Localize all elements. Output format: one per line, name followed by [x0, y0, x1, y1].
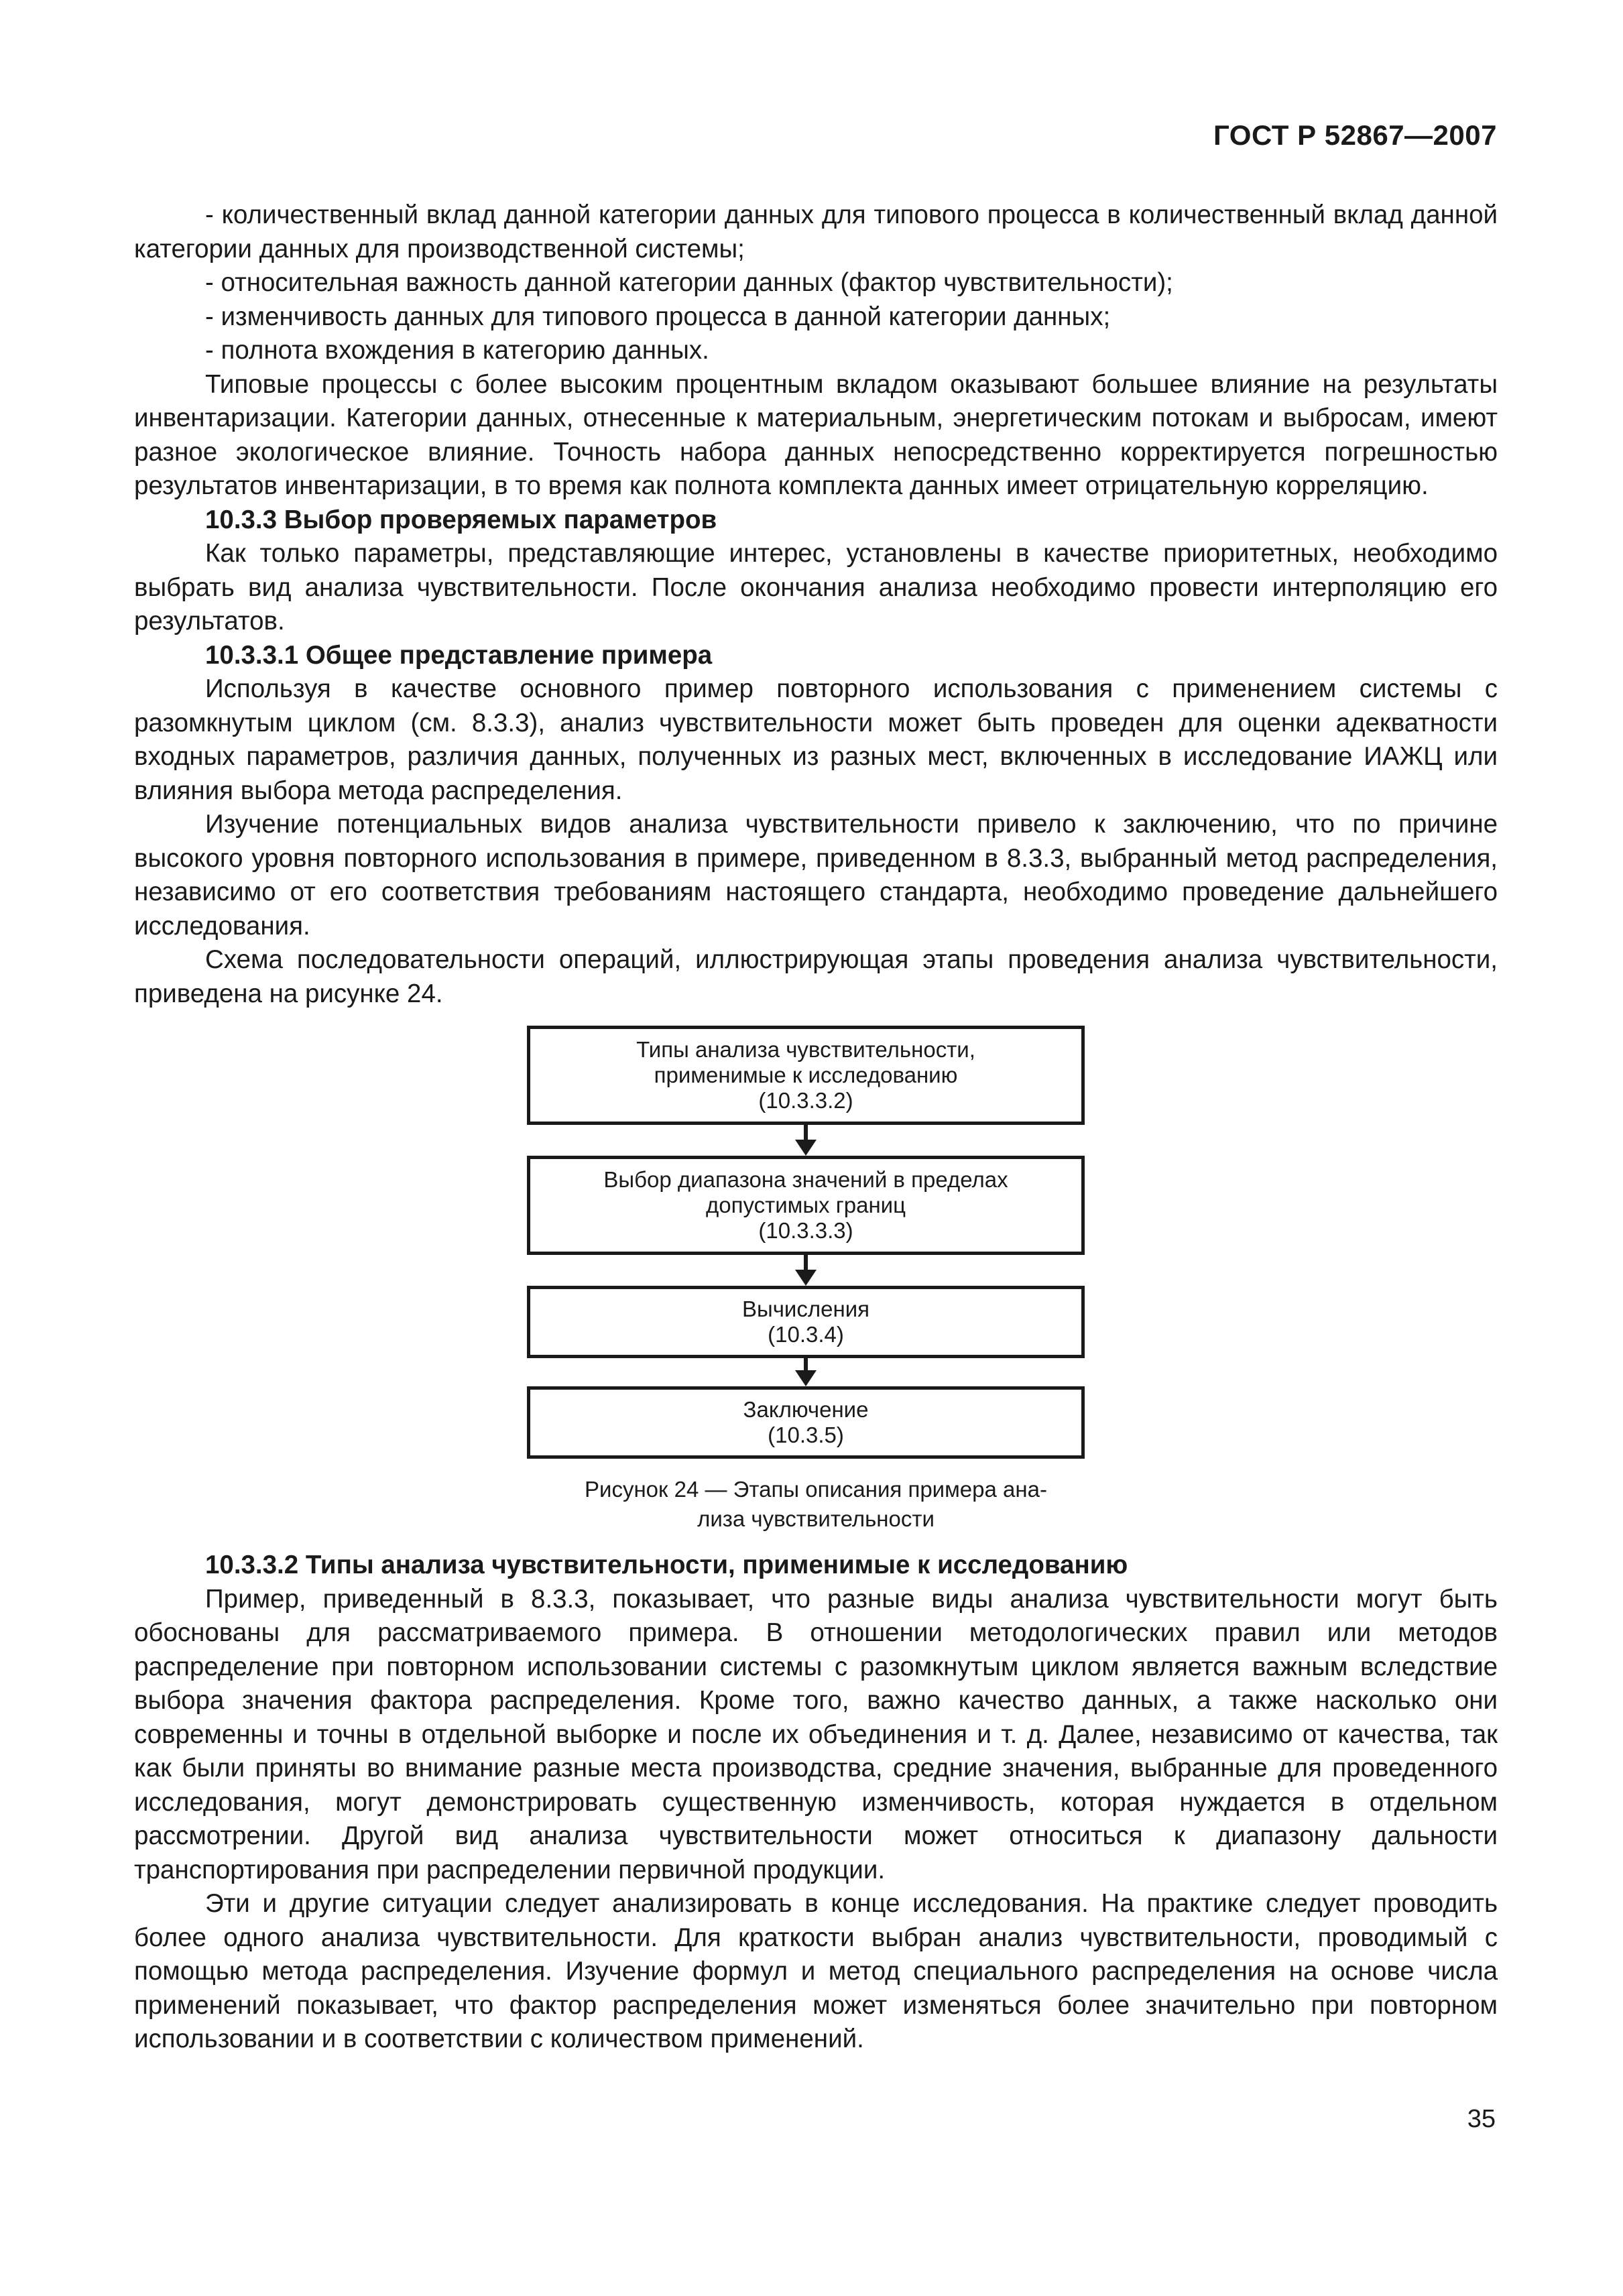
- flow-box-conclusion: [527, 1386, 1085, 1459]
- arrow-down-icon: [795, 1370, 817, 1386]
- flow-box-line: Заключение: [743, 1397, 869, 1422]
- paragraph-10-3-3-2-a: Пример, приведенный в 8.3.3, показывает, что разные виды анализа чувствительности могут быть обоснованы для рассматриваемого примера. В отношении методологических правил или методов распределение при повторном использовании системы с разомкнутым циклом является важным вследствие выбора значения фактора распределения. Кроме того, важно качество данных, а также насколько они современны и точны в отдельной выборке и после их объединения и т. д. Далее, независимо от качества, так как были приняты во внимание разные места производства, средние значения, выбранные для проведенного исследования, могут демонстрировать существенную изменчивость, которая нуждается в отдельном рассмотрении. Другой вид анализа чувствительности может относиться к диапазону дальности транспортирования при распределении первичной продукции.: [134, 1584, 1498, 1884]
- standard-header: ГОСТ Р 52867—2007: [1213, 119, 1497, 151]
- flow-box-line: (10.3.3.2): [758, 1088, 853, 1113]
- paragraph-10-3-3-1-b: Изучение потенциальных видов анализа чувствительности привело к заключению, что по причине высокого уровня повторного использования в примере, приведенном в 8.3.3, выбранный метод распределения, независимо от его соответствия требованиям настоящего стандарта, необходимо проведение дальнейшего исследования.: [134, 810, 1498, 941]
- figure-caption: [134, 1475, 1498, 1534]
- section-heading-10-3-3-2: 10.3.3.2 Типы анализа чувствительности, применимые к исследованию: [205, 1551, 1128, 1579]
- flow-box-calculations: [527, 1286, 1085, 1358]
- arrow-down-icon: [795, 1140, 817, 1156]
- flow-box-line: (10.3.3.3): [758, 1218, 853, 1243]
- flow-box-types: [527, 1026, 1085, 1125]
- paragraph-10-3-3: Как только параметры, представляющие интерес, установлены в качестве приоритетных, необходимо выбрать вид анализа чувствительности. После окончания анализа необходимо провести интерполяцию его результатов.: [134, 539, 1498, 636]
- paragraph-10-3-3-1-a: Используя в качестве основного пример повторного использования с применением системы с разомкнутым циклом (см. 8.3.3), анализ чувствительности может быть проведен для оценки адекватности входных параметров, различия данных, полученных из разных мест, включенных в исследование ИАЖЦ или влияния выбора метода распределения.: [134, 674, 1498, 805]
- paragraph-10-3-3-2-b: Эти и другие ситуации следует анализировать в конце исследования. На практике следует проводить более одного анализа чувствительности. Для краткости выбран анализ чувствительности, проводимый с помощью метода распределения. Изучение формул и метод специального распределения на основе числа применений показывает, что фактор распределения может изменяться более значительно при повторном использовании и в соответствии с количеством применений.: [134, 1889, 1498, 2053]
- flow-box-line: (10.3.4): [768, 1322, 844, 1347]
- flowchart: [134, 1026, 1498, 1549]
- flow-box-line: применимые к исследованию: [654, 1063, 958, 1087]
- bullet-item: - полнота вхождения в категорию данных.: [205, 336, 709, 365]
- flow-box-range: [527, 1156, 1085, 1255]
- figure-caption-line: Рисунок 24 — Этапы описания примера ана-: [585, 1477, 1047, 1502]
- section-heading-10-3-3: 10.3.3 Выбор проверяемых параметров: [205, 505, 717, 534]
- section-heading-10-3-3-1: 10.3.3.1 Общее представление примера: [205, 640, 713, 670]
- flow-box-line: Типы анализа чувствительности,: [636, 1037, 975, 1062]
- flow-box-line: (10.3.5): [768, 1423, 844, 1447]
- figure-caption-line: лиза чувствительности: [697, 1506, 935, 1531]
- bullet-item: - изменчивость данных для типового процесса в данной категории данных;: [205, 302, 1111, 331]
- flow-box-line: допустимых границ: [705, 1193, 906, 1217]
- paragraph-10-3-3-1-c: Схема последовательности операций, иллюстрирующая этапы проведения анализа чувствительности, приведена на рисунке 24.: [134, 945, 1498, 1008]
- bullet-item: - относительная важность данной категории данных (фактор чувствительности);: [205, 268, 1173, 297]
- arrow-down-icon: [795, 1270, 817, 1286]
- page-content: [134, 198, 1498, 2057]
- flow-box-line: Выбор диапазона значений в пределах: [603, 1167, 1008, 1192]
- bullet-item: - количественный вклад данной категории данных для типового процесса в количественный вклад данной категории данных для производственной системы;: [134, 200, 1498, 263]
- paragraph-typical-processes: Типовые процессы с более высоким процентным вкладом оказывают большее влияние на результаты инвентаризации. Категории данных, отнесенные к материальным, энергетическим потокам и выбросам, имеют разное экологическое влияние. Точность набора данных непосредственно корректируется погрешностью результатов инвентаризации, в то время как полнота комплекта данных имеет отрицательную корреляцию.: [134, 369, 1498, 500]
- page-number: 35: [1467, 2105, 1496, 2133]
- flow-box-line: Вычисления: [742, 1296, 869, 1321]
